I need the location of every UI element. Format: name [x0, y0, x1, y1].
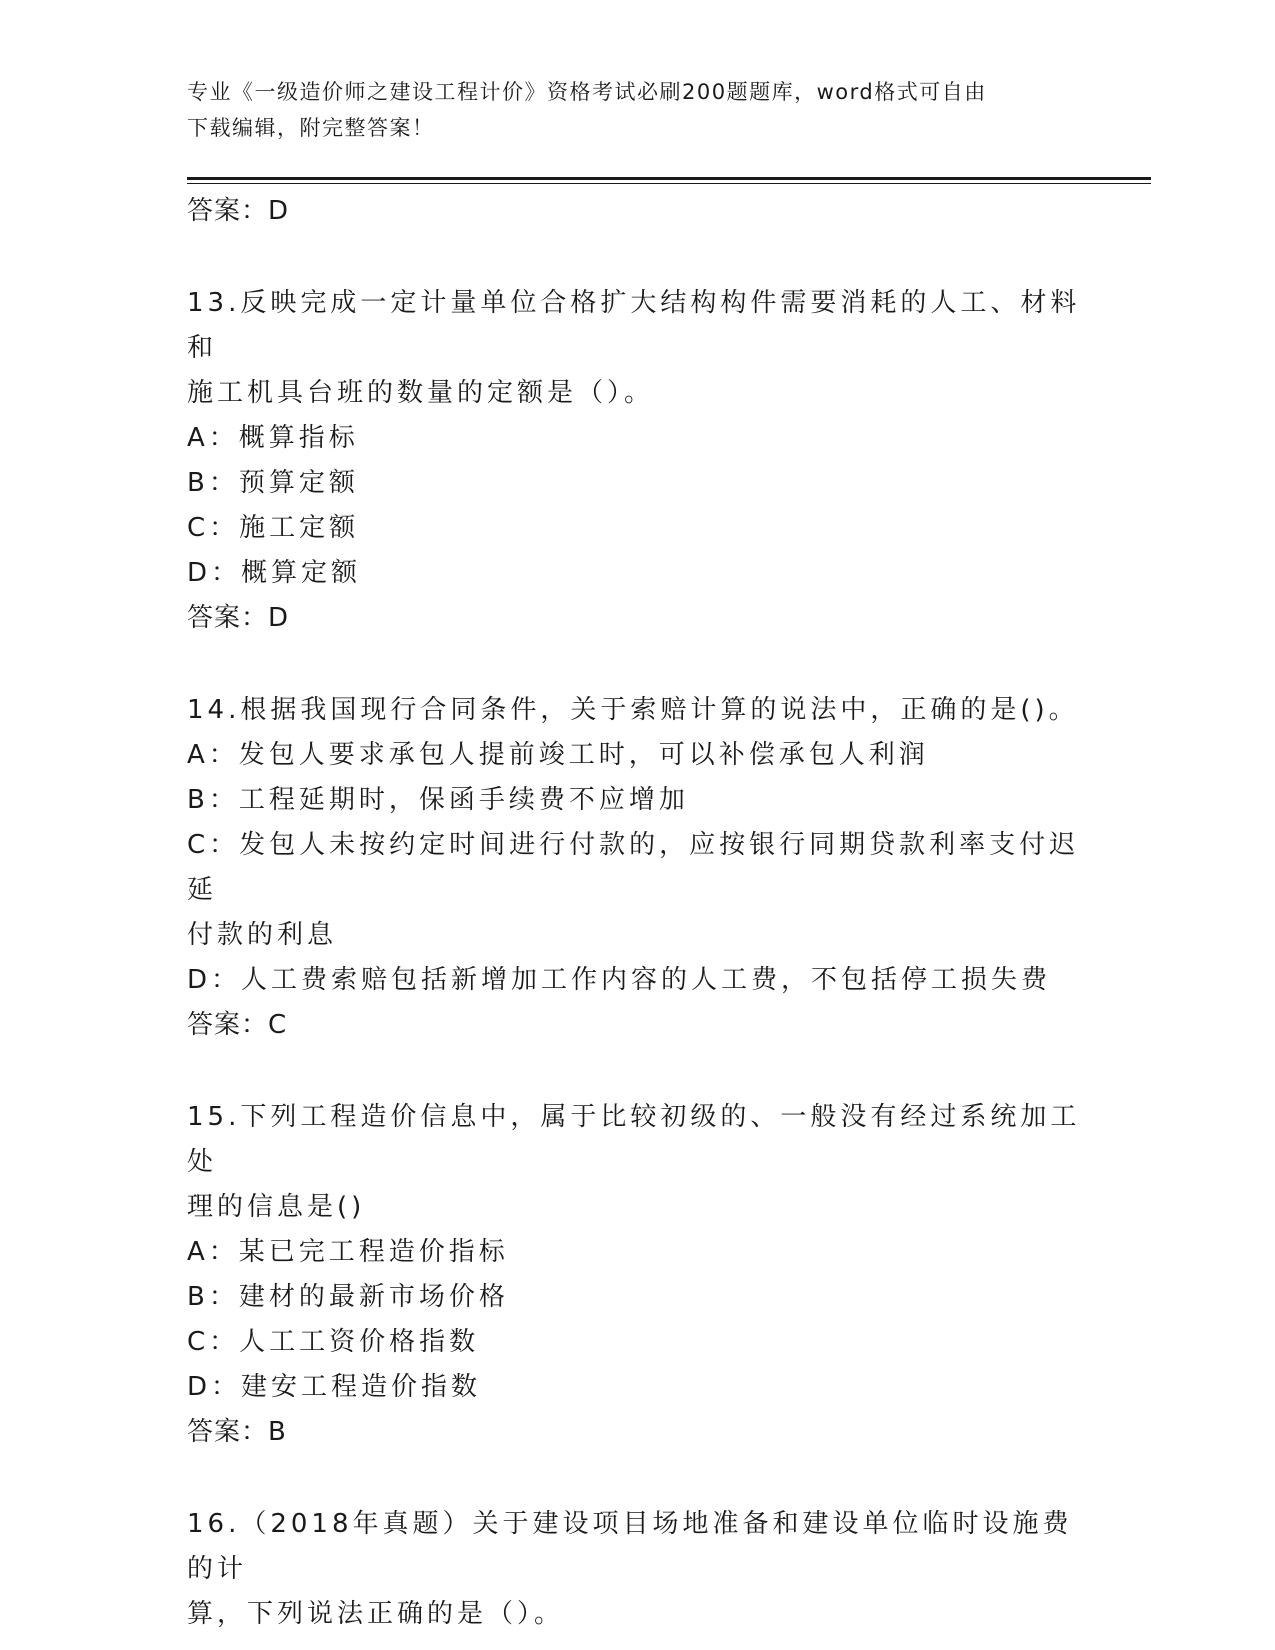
answer-option-line: D：建安工程造价指数: [187, 1372, 482, 1402]
answer-option-line: 付款的利息: [187, 920, 338, 950]
previous-answer: 答案：D: [187, 196, 290, 226]
question-stem-line: 施工机具台班的数量的定额是（）。: [187, 378, 655, 408]
answer-key: 答案：C: [187, 1010, 288, 1040]
answer-option-line: B：预算定额: [187, 468, 359, 498]
question-stem-line: 算，下列说法正确的是（）。: [187, 1599, 565, 1629]
answer-key: 答案：B: [187, 1417, 287, 1447]
answer-option-line: C：发包人未按约定时间进行付款的，应按银行同期贷款利率支付迟延: [187, 830, 1080, 905]
question-stem-line: 14.根据我国现行合同条件，关于索赔计算的说法中，正确的是()。: [187, 695, 1079, 725]
header-line-2: 下载编辑，附完整答案！: [187, 116, 435, 140]
question-block: [187, 1095, 1087, 1455]
question-stem-line: 15.下列工程造价信息中，属于比较初级的、一般没有经过系统加工处: [187, 1102, 1081, 1177]
header-divider-thick: [187, 177, 1151, 180]
answer-option-line: D：人工费索赔包括新增加工作内容的人工费，不包括停工损失费: [187, 965, 1052, 995]
header-divider-thin: [187, 183, 1151, 184]
question-stem-line: 13.反映完成一定计量单位合格扩大结构构件需要消耗的人工、材料和: [187, 288, 1081, 363]
answer-option-line: A：概算指标: [187, 423, 359, 453]
question-list: [187, 189, 1087, 1637]
question-stem-line: 16.（2018年真题）关于建设项目场地准备和建设单位临时设施费的计: [187, 1509, 1073, 1584]
answer-key: 答案：D: [187, 603, 290, 633]
header-line-1: 专业《一级造价师之建设工程计价》资格考试必刷200题题库，word格式可自由: [187, 80, 987, 104]
answer-option-line: A：发包人要求承包人提前竣工时，可以补偿承包人利润: [187, 740, 929, 770]
question-block: [187, 688, 1087, 1048]
answer-option-line: B：工程延期时，保函手续费不应增加: [187, 785, 689, 815]
answer-option-line: D：概算定额: [187, 558, 362, 588]
answer-option-line: C：人工工资价格指数: [187, 1327, 480, 1357]
questions-container: [187, 281, 1087, 1637]
document-header: [187, 74, 1067, 146]
question-block: [187, 1502, 1087, 1637]
question-stem-line: 理的信息是(): [187, 1192, 366, 1222]
answer-option-line: B：建材的最新市场价格: [187, 1282, 509, 1312]
answer-option-line: A：某已完工程造价指标: [187, 1237, 509, 1267]
answer-option-line: C：施工定额: [187, 513, 360, 543]
question-block: [187, 281, 1087, 641]
